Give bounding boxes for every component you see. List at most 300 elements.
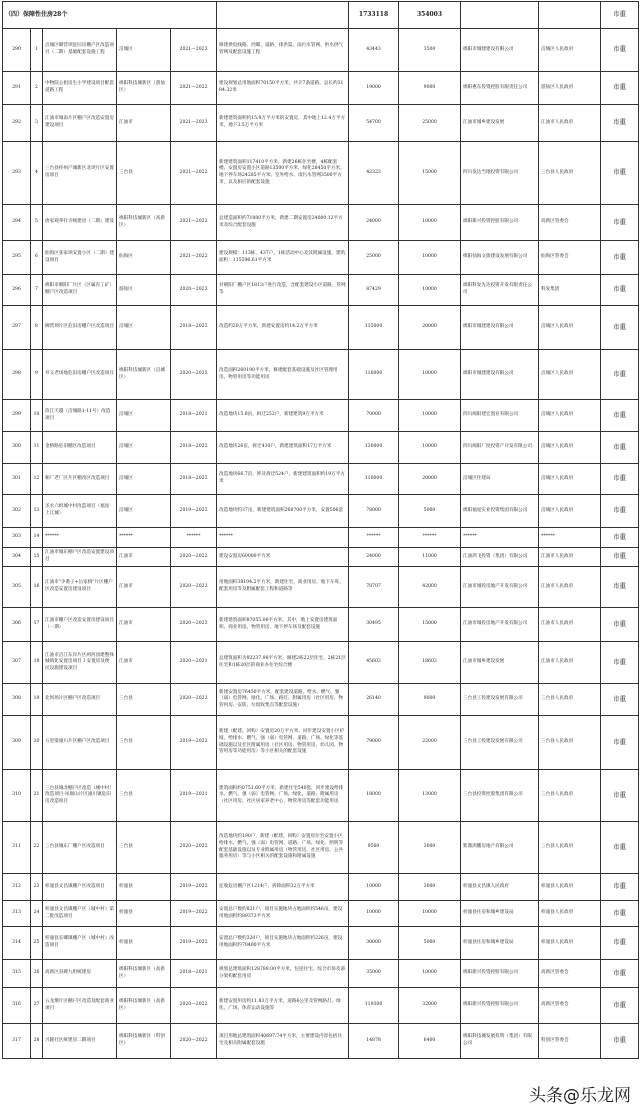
row-no: 16 xyxy=(31,567,43,608)
row-gov: 江油市人民政府 xyxy=(539,105,601,142)
table-row xyxy=(3,400,639,432)
row-owner: 三台县工投建设发展有限公司 xyxy=(461,684,539,716)
row-content: 安置总户数约821户，项目实施地块占地面积约546亩，建设用地面积约89373平方米 xyxy=(217,901,349,927)
table-row xyxy=(3,548,639,567)
row-content: ****** xyxy=(217,528,349,548)
watermark: 头条@乐龙网 xyxy=(526,1081,634,1106)
row-seq: 313 xyxy=(3,901,31,927)
row-owner: 绵阳新兴投资控股有限公司 xyxy=(461,205,539,241)
row-total-investment: 14878 xyxy=(349,1024,399,1059)
row-owner: 江油市城乡建设发展 xyxy=(461,642,539,684)
row-annual-investment: 13000 xyxy=(399,770,461,822)
row-content: 建筑面积约0751.60平方米，新建住宅540套，同步建设给排水、燃气、强（弱）电管网、广场、绿化、道路、附属用房（社区用房、社区居家养老中心、物管用房等配套功能用房 xyxy=(217,770,349,822)
table-row xyxy=(3,1024,639,1059)
row-name: 江油市城东棚户区改造安置建设项目 xyxy=(43,548,117,567)
row-gov: 三台县人民政府 xyxy=(539,684,601,716)
row-city-tag: 市重 xyxy=(601,822,639,874)
row-district: 绵阳科技城新区（高新区） xyxy=(117,960,171,988)
row-name: 兴隆社区统建房二期项目 xyxy=(43,1024,117,1059)
row-annual-investment: 22000 xyxy=(399,716,461,770)
row-period: 2020—2023 xyxy=(171,275,217,306)
row-gov: 江油市人民政府 xyxy=(539,567,601,608)
row-district: 三台县 xyxy=(117,822,171,874)
row-no: 19 xyxy=(31,684,43,716)
row-city-tag: 市重 xyxy=(601,29,639,72)
row-no: 3 xyxy=(31,105,43,142)
row-city-tag: 市重 xyxy=(601,400,639,432)
row-city-tag: 市重 xyxy=(601,960,639,988)
row-content: 改造地块66.7亩，涉及拆迁524户，新建建筑面积约19万平方米 xyxy=(217,464,349,495)
row-no: 2 xyxy=(31,72,43,105)
row-name: 北坝场片区棚户区改造项目 xyxy=(43,684,117,716)
row-seq: 291 xyxy=(3,72,31,105)
row-total-investment: 78707 xyxy=(349,567,399,608)
row-gov: 高新区管委会 xyxy=(539,988,601,1024)
row-gov: 江油市人民政府 xyxy=(539,642,601,684)
row-content: 总建筑面积为92237.98平方米，修建2栋22层住宅，2栋21层住宅和1栋20层的商业办住宅综合楼 xyxy=(217,642,349,684)
row-seq: 296 xyxy=(3,275,31,306)
row-district: 三台县 xyxy=(117,770,171,822)
section-total-investment: 1733118 xyxy=(349,2,399,29)
row-annual-investment: 10000 xyxy=(399,432,461,464)
row-seq: 312 xyxy=(3,874,31,901)
row-owner: 三台县投资控股集团有限公司 xyxy=(461,770,539,822)
table-row xyxy=(3,142,639,205)
row-no: 8 xyxy=(31,306,43,350)
row-district: 梓潼县 xyxy=(117,927,171,960)
row-annual-investment: 15000 xyxy=(399,608,461,642)
row-period: 2018—2023 xyxy=(171,464,217,495)
row-period: 2018—2021 xyxy=(171,960,217,988)
row-district: 江油市 xyxy=(117,105,171,142)
row-total-investment: 43443 xyxy=(349,29,399,72)
row-total-investment: 116000 xyxy=(349,350,399,400)
row-period: 2021—2023 xyxy=(171,29,217,72)
row-district: 绵阳科技城新区（高新区） xyxy=(117,988,171,1024)
row-gov: ****** xyxy=(539,528,601,548)
row-name: 江油市城南片区棚户区改造安置房建设项目 xyxy=(43,105,117,142)
row-period: 2020—2021 xyxy=(171,642,217,684)
row-name: 唐家观茅针寺统建房（二期）建设 xyxy=(43,205,117,241)
table-row xyxy=(3,275,639,306)
row-district: 绵阳科技城新区（涪城区） xyxy=(117,350,171,400)
row-district: 三台县 xyxy=(117,142,171,205)
row-no: 21 xyxy=(31,770,43,822)
row-seq: 307 xyxy=(3,642,31,684)
row-city-tag: 市重 xyxy=(601,716,639,770)
row-content: 征收危房棚户区1214户，拆除面积32万平方米 xyxy=(217,874,349,901)
row-content: 新建建筑面积117410平方米，新建26栋住宅楼，4栋配套楼。安置房安置小区道路13500平方米，绿化28450平方米，地下停车场24285平方米。室外给水、雨污水管网3500平方米，以及相应的配套设施 xyxy=(217,142,349,205)
row-no: 6 xyxy=(31,241,43,275)
row-city-tag: 市重 xyxy=(601,142,639,205)
row-city-tag: 市重 xyxy=(601,548,639,567)
row-name: 涪城区御营坝危旧房棚户区改造项目（二期）基础配套设施工程 xyxy=(43,29,117,72)
row-content: 改造地块约37亩，新建建筑面积268700平方米，安置506套 xyxy=(217,495,349,528)
row-name: 圣水六组城中村改造项目（福星·上江城） xyxy=(43,495,117,528)
row-owner: 绵阳福星实业投资集团有限公司 xyxy=(461,495,539,528)
table-row xyxy=(3,770,639,822)
row-owner: 绵阳惠东投资控股有限责任公司 xyxy=(461,72,539,105)
row-district: 绵阳科技城新区（高新区） xyxy=(117,205,171,241)
row-no: 18 xyxy=(31,642,43,684)
row-city-tag: 市重 xyxy=(601,927,639,960)
row-seq: 290 xyxy=(3,29,31,72)
row-annual-investment: 20000 xyxy=(399,464,461,495)
row-name: 三台县梓州产城新区北坝片区安置房项目 xyxy=(43,142,117,205)
row-district: ****** xyxy=(117,528,171,548)
row-period: 2020—2022 xyxy=(171,988,217,1024)
row-district: 绵阳科技城新区（科创区） xyxy=(117,1024,171,1059)
row-owner: 四川绵阳厂度投资产开发有限公司 xyxy=(461,432,539,464)
row-owner: 梓潼县文昌镇人民政府 xyxy=(461,874,539,901)
table-row xyxy=(3,495,639,528)
row-annual-investment: 10000 xyxy=(399,275,461,306)
row-name: 高新区双碑九组统建房 xyxy=(43,960,117,988)
row-period: 2020—2025 xyxy=(171,350,217,400)
row-period: 2019—2022 xyxy=(171,874,217,901)
row-total-investment: ****** xyxy=(349,528,399,548)
row-name: 梓潼县文昌镇棚户区改造项目 xyxy=(43,874,117,901)
row-annual-investment: 5000 xyxy=(399,927,461,960)
row-district: 涪城区 xyxy=(117,495,171,528)
row-period: 2021—2022 xyxy=(171,72,217,105)
row-total-investment: 35000 xyxy=(349,960,399,988)
table-row xyxy=(3,988,639,1024)
row-seq: 297 xyxy=(3,306,31,350)
row-gov: 涪城区人民政府 xyxy=(539,464,601,495)
row-gov: 三台县人民政府 xyxy=(539,142,601,205)
row-city-tag: 市重 xyxy=(601,1024,639,1059)
row-content: 总建造面积约71800平方米，新建二期安置房24000.12平方米及综合配套设施 xyxy=(217,205,349,241)
table-row xyxy=(3,684,639,716)
row-content: 用地面积38194.2平方米，新建住宅、商业用房、地下车库、配套用房等及附属配套工程和道路等 xyxy=(217,567,349,608)
row-period: 2020—2022 xyxy=(171,567,217,608)
row-name: 金桥路危旧棚区改造项目 xyxy=(43,432,117,464)
table-row xyxy=(3,432,639,464)
row-gov: 三台县人民政府 xyxy=(539,822,601,874)
row-content: 安置总户数约320户，项目实施地块占地面积约226亩，建设用地面积约70400平方米 xyxy=(217,927,349,960)
row-total-investment: 19000 xyxy=(349,72,399,105)
row-owner: 涪城区住建局 xyxy=(461,464,539,495)
row-no: 15 xyxy=(31,548,43,567)
row-gov: 科创区管委会 xyxy=(539,1024,601,1059)
row-no: 9 xyxy=(31,350,43,400)
row-district: 江油市 xyxy=(117,567,171,608)
row-owner: 梓潼县住房和城乡建设局 xyxy=(461,927,539,960)
row-content: 建设规模：113栋，437户，1栋活动中心及其附属设施，建筑面积：115596.61平方米 xyxy=(217,241,349,275)
row-content: 改造地块15.8亩，拆迁252户，新建建筑9万平方米 xyxy=(217,400,349,432)
row-total-investment: 24000 xyxy=(349,548,399,567)
row-annual-investment: 42000 xyxy=(399,567,461,608)
row-no: 23 xyxy=(31,874,43,901)
row-period: 2021—2022 xyxy=(171,241,217,275)
row-period: 2020—2022 xyxy=(171,822,217,874)
row-owner: 绵阳市城建建设有限公司 xyxy=(461,29,539,72)
row-total-investment: 110000 xyxy=(349,464,399,495)
row-total-investment: 10000 xyxy=(349,874,399,901)
row-no: 24 xyxy=(31,901,43,927)
row-owner: 绵阳市城建建设有限公司 xyxy=(461,350,539,400)
row-no: 13 xyxy=(31,495,43,528)
row-no: 27 xyxy=(31,988,43,1024)
row-no: 5 xyxy=(31,205,43,241)
row-city-tag: 市重 xyxy=(601,608,639,642)
row-no: 20 xyxy=(31,716,43,770)
row-total-investment: 24000 xyxy=(349,205,399,241)
row-seq: 311 xyxy=(3,822,31,874)
row-content: 新建建筑面积约15.9万平方米的安置房，其中地上12.4万平方米，地下3.5万平方米 xyxy=(217,105,349,142)
row-district: 涪城区 xyxy=(117,29,171,72)
row-owner: 三台县工投建设发展有限公司 xyxy=(461,716,539,770)
row-owner: 四川绵阳建宏置业有限公司 xyxy=(461,400,539,432)
row-annual-investment: ****** xyxy=(399,528,461,548)
row-name: 御营坝片区危旧房棚户区改造项目 xyxy=(43,306,117,350)
row-annual-investment: 10000 xyxy=(399,205,461,241)
row-gov: 江油市人民政府 xyxy=(539,548,601,567)
row-content: 改造面积260190平方米，修建配套基础设施及社区管理用房、物管用房等功能用房 xyxy=(217,350,349,400)
row-period: ****** xyxy=(171,528,217,548)
row-city-tag: 市重 xyxy=(601,528,639,548)
row-owner: ****** xyxy=(461,528,539,548)
row-seq: 292 xyxy=(3,105,31,142)
row-gov: 涪城区人民政府 xyxy=(539,400,601,432)
row-no: 1 xyxy=(31,29,43,72)
row-owner: 绵阳市城建建设有限公司 xyxy=(461,306,539,350)
table-row xyxy=(3,306,639,350)
row-seq: 317 xyxy=(3,1024,31,1059)
row-period: 2018—2021 xyxy=(171,400,217,432)
table-row xyxy=(3,716,639,770)
row-annual-investment: 3000 xyxy=(399,874,461,901)
row-gov: 游仙区人民政府 xyxy=(539,72,601,105)
row-owner: 江油鸿飞投资（集团）有限公司 xyxy=(461,548,539,567)
row-city-tag: 市重 xyxy=(601,770,639,822)
row-content: 新建安置房76450平方米，配套建设道路、给水、燃气、强（弱）电管网、绿化、广场、路灯、附属用房（社区用房、物管用房、安防、垃圾收集点等配套设施） xyxy=(217,684,349,716)
row-district: 三台县 xyxy=(117,684,171,716)
row-no: 14 xyxy=(31,528,43,548)
row-total-investment: 18000 xyxy=(349,770,399,822)
row-district: 江油市 xyxy=(117,608,171,642)
row-name: 江油市"少番子+岳家桥"片区棚户区改造安置房建设项目 xyxy=(43,567,117,608)
row-city-tag: 市重 xyxy=(601,684,639,716)
row-district: 游仙区 xyxy=(117,275,171,306)
table-row xyxy=(3,567,639,608)
row-period: 2018—2023 xyxy=(171,306,217,350)
row-seq: 295 xyxy=(3,241,31,275)
row-annual-investment: 25000 xyxy=(399,105,461,142)
row-content: 改造地块26亩，拆迁430户，新建建筑面积17万平方米 xyxy=(217,432,349,464)
row-seq: 305 xyxy=(3,567,31,608)
row-owner: 四川发达当地投资有限公司 xyxy=(461,142,539,205)
row-period: 2021—2022 xyxy=(171,205,217,241)
row-annual-investment: 15000 xyxy=(399,142,461,205)
row-owner: 紫鼎鸿鹏房地产有限公司 xyxy=(461,822,539,874)
header-blank xyxy=(461,2,539,29)
header-blank xyxy=(539,2,601,29)
row-name: 五里梁潼川片区棚户区改造项目 xyxy=(43,716,117,770)
row-name: 三台县城北棚户区改造（城中村）改造项目-凤凰山片区潼川镇危旧房改造项目 xyxy=(43,770,117,822)
row-total-investment: 87429 xyxy=(349,275,399,306)
row-total-investment: 119300 xyxy=(349,988,399,1024)
row-city-tag: 市重 xyxy=(601,464,639,495)
row-seq: 300 xyxy=(3,432,31,464)
row-district: 涪城区 xyxy=(117,400,171,432)
row-annual-investment: 10000 xyxy=(399,901,461,927)
row-annual-investment: 10000 xyxy=(399,350,461,400)
row-seq: 301 xyxy=(3,464,31,495)
row-content: 规划总建筑面积128789.00平方米，包括住宅、综合市场及部分架构配套用房 xyxy=(217,960,349,988)
table-row xyxy=(3,29,639,72)
row-city-tag: 市重 xyxy=(601,874,639,901)
row-owner: 绵阳仙海文旅建设发展有限公司 xyxy=(461,241,539,275)
row-seq: 306 xyxy=(3,608,31,642)
table-row xyxy=(3,105,639,142)
row-total-investment: 130000 xyxy=(349,432,399,464)
row-no: 7 xyxy=(31,275,43,306)
row-gov: 仙海区管委会 xyxy=(539,241,601,275)
row-total-investment: 26140 xyxy=(349,684,399,716)
row-owner: 绵阳新兴投资控股有限公司 xyxy=(461,960,539,988)
row-name: ****** xyxy=(43,528,117,548)
table-row xyxy=(3,241,639,275)
row-gov: 涪城区人民政府 xyxy=(539,306,601,350)
row-city-tag: 市重 xyxy=(601,241,639,275)
row-district: 梓潼县 xyxy=(117,874,171,901)
row-annual-investment: 9000 xyxy=(399,684,461,716)
row-no: 10 xyxy=(31,400,43,432)
row-annual-investment: 10000 xyxy=(399,400,461,432)
row-no: 25 xyxy=(31,927,43,960)
row-district: 涪城区 xyxy=(117,432,171,464)
row-period: 2020—2023 xyxy=(171,608,217,642)
row-annual-investment: 11000 xyxy=(399,548,461,567)
row-seq: 298 xyxy=(3,350,31,400)
table-row xyxy=(3,642,639,684)
row-content: 对朝阳厂棚户区1813户进行改造，含配套建设小区道路，管网等 xyxy=(217,275,349,306)
table-row xyxy=(3,822,639,874)
row-owner: 梓潼县住房和城乡建设局 xyxy=(461,901,539,927)
row-name: 仙海区张家坝安置小区（二期）建设项目 xyxy=(43,241,117,275)
row-period: 2021—2023 xyxy=(171,105,217,142)
row-owner: 绵阳科发先达投资开发有限责任公司 xyxy=(461,275,539,306)
table-row xyxy=(3,464,639,495)
table-row xyxy=(3,528,639,548)
row-name: 滨江天越（涪城路1-11号）改造项目 xyxy=(43,400,117,432)
row-annual-investment: 5000 xyxy=(399,495,461,528)
row-owner: 绵阳科技城发展投资（集团）有限公司 xyxy=(461,1024,539,1059)
section-city-tag: 市重 xyxy=(601,2,639,29)
row-content: 新建（配建、回购）安置房20万平方米，同步建设安置小区护坡、给排水、燃气、强（弱）电管网、道路、广场、绿化等基础设施以及社区附属用房（社区用房、物管用房、幼儿园、物管用房等功能用房）等小区相关的配套设施 xyxy=(217,716,349,770)
row-city-tag: 市重 xyxy=(601,105,639,142)
row-content: 建设规划总用地面积70150平方米，共计7条道路，总长约3184.32米 xyxy=(217,72,349,105)
row-no: 28 xyxy=(31,1024,43,1059)
row-gov: 高新区管委会 xyxy=(539,205,601,241)
row-name: 绵阳市朝阳厂片区（区属有工矿）棚户区改造项目 xyxy=(43,275,117,306)
row-name: 三台县城东厂棚户区改造项目 xyxy=(43,822,117,874)
row-annual-investment: 18603 xyxy=(399,642,461,684)
row-annual-investment: 20000 xyxy=(399,306,461,350)
table-row xyxy=(3,960,639,988)
row-period: 2019—2021 xyxy=(171,770,217,822)
row-city-tag: 市重 xyxy=(601,567,639,608)
row-period: 2019—2022 xyxy=(171,901,217,927)
row-content: 新建安置用房约11.83万平方米，道路6公里及管网路灯、绿化、广场、体育运动设施等 xyxy=(217,988,349,1024)
table-row xyxy=(3,350,639,400)
row-no: 12 xyxy=(31,464,43,495)
row-gov: 三台县人民政府 xyxy=(539,716,601,770)
row-no: 22 xyxy=(31,822,43,874)
row-annual-investment: 3500 xyxy=(399,29,461,72)
row-city-tag: 市重 xyxy=(601,350,639,400)
row-district: 三台县 xyxy=(117,716,171,770)
row-city-tag: 市重 xyxy=(601,306,639,350)
row-total-investment: 115000 xyxy=(349,306,399,350)
row-period: 2020—2022 xyxy=(171,1024,217,1059)
table-row xyxy=(3,608,639,642)
row-no: 26 xyxy=(31,960,43,988)
row-seq: 303 xyxy=(3,528,31,548)
row-city-tag: 市重 xyxy=(601,988,639,1024)
row-owner: 绵阳新兴投资控股有限公司 xyxy=(461,988,539,1024)
row-city-tag: 市重 xyxy=(601,205,639,241)
row-content: 修建供电线路、西蜀、道路、排洪渠、雨污水管网、供水供气管网及配套设施工程 xyxy=(217,29,349,72)
row-content: 建设安置房60000平方米 xyxy=(217,548,349,567)
row-district: 梓潼县 xyxy=(117,901,171,927)
row-annual-investment: 10000 xyxy=(399,960,461,988)
row-seq: 315 xyxy=(3,960,31,988)
row-seq: 293 xyxy=(3,142,31,205)
row-seq: 309 xyxy=(3,716,31,770)
row-period: 2018—2022 xyxy=(171,432,217,464)
row-period: 2021—2022 xyxy=(171,142,217,205)
row-content: 改造地块约190户，新建（配建、回购）安置房住宅安置小区给排水、燃气、强（弱）电管网、道路、广场、绿化、照明等配套基础设施以及专业附属用房（物管用房、社区用房、公共服务用房）等与小区相关的配套设施和附属设施 xyxy=(217,822,349,874)
row-content: 项目用地总建筑面积40697.74平方米，主要建设内容包括住宅及相关附属配套设施 xyxy=(217,1024,349,1059)
row-seq: 302 xyxy=(3,495,31,528)
row-seq: 299 xyxy=(3,400,31,432)
row-gov: 梓潼县人民政府 xyxy=(539,927,601,960)
row-period: 2019—2022 xyxy=(171,716,217,770)
row-city-tag: 市重 xyxy=(601,72,639,105)
row-name: 梓潼县长卿镇棚户区（城中村）改造项目 xyxy=(43,927,117,960)
row-district: 江油市 xyxy=(117,548,171,567)
row-total-investment: 42323 xyxy=(349,142,399,205)
row-total-investment: 70000 xyxy=(349,400,399,432)
row-period: 2019—2022 xyxy=(171,927,217,960)
row-city-tag: 市重 xyxy=(601,275,639,306)
row-period: 2020—2022 xyxy=(171,684,217,716)
row-total-investment: 10000 xyxy=(349,901,399,927)
row-gov: 科发集团 xyxy=(539,275,601,306)
row-period: 2019—2023 xyxy=(171,495,217,528)
row-district: 绵阳科技城新区（游仙区） xyxy=(117,72,171,105)
row-total-investment: 79000 xyxy=(349,716,399,770)
row-gov: 三台县人民政府 xyxy=(539,770,601,822)
row-period: 2020—2022 xyxy=(171,548,217,567)
row-total-investment: 25000 xyxy=(349,241,399,275)
row-seq: 310 xyxy=(3,770,31,822)
row-name: 江油市涪江东岸片区两河园建整体城镇化安置房项目 Ⅰ 安置房及便民设施建设项目 xyxy=(43,642,117,684)
row-district: 涪城区 xyxy=(117,464,171,495)
row-seq: 304 xyxy=(3,548,31,567)
table-row xyxy=(3,927,639,960)
row-total-investment: 30495 xyxy=(349,608,399,642)
row-seq: 316 xyxy=(3,988,31,1024)
row-district: 涪城区 xyxy=(117,306,171,350)
row-gov: 涪城区人民政府 xyxy=(539,432,601,464)
row-total-investment: 9500 xyxy=(349,822,399,874)
row-no: 17 xyxy=(31,608,43,642)
row-gov: 涪城区人民政府 xyxy=(539,495,601,528)
